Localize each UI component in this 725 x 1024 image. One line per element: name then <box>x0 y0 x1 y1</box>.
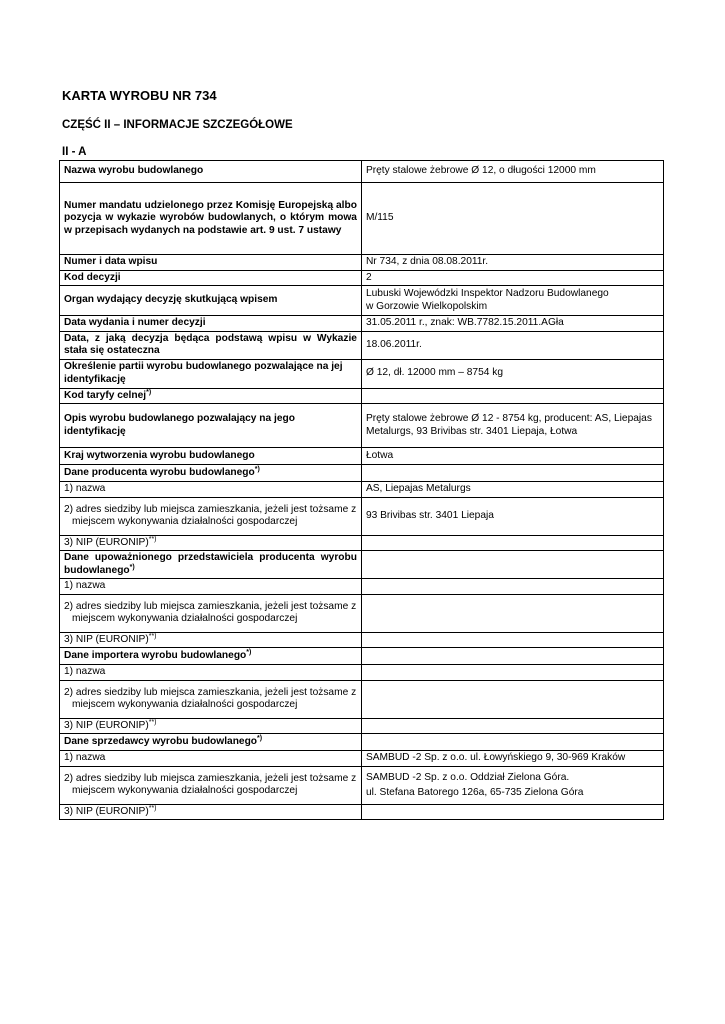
nip-label: 3) NIP (EURONIP) <box>64 536 149 548</box>
row-label: 1) nazwa <box>60 665 362 681</box>
row-label: Kod decyzji <box>60 270 362 286</box>
representative-heading-text: Dane upoważnionego przedstawiciela producenta wyrobu budowlanego <box>64 552 357 576</box>
row-value: 2 <box>361 270 663 286</box>
table-row <box>60 359 664 388</box>
row-label: Organ wydający decyzję skutkującą wpisem <box>60 286 362 316</box>
document-title: KARTA WYROBU NR 734 <box>62 88 217 103</box>
table-row <box>60 161 664 183</box>
table-row <box>60 594 664 632</box>
part-title: CZĘŚĆ II – INFORMACJE SZCZEGÓŁOWE <box>62 119 293 131</box>
footnote-mark: **) <box>148 718 157 726</box>
row-label: Data, z jaką decyzja będąca podstawą wpisu w Wykazie stała się ostateczna <box>60 331 362 359</box>
row-value: AS, Liepajas Metalurgs <box>361 482 663 498</box>
row-label: 2) adres siedziby lub miejsca zamieszkania, jeżeli jest tożsame z miejscem wykonywania działalności gospodarczej <box>60 680 362 718</box>
row-label: Data wydania i numer decyzji <box>60 316 362 332</box>
table-row <box>60 183 664 255</box>
table-row <box>60 579 664 595</box>
table-row <box>60 497 664 535</box>
row-label <box>60 804 362 820</box>
nip-label: 3) NIP (EURONIP) <box>64 719 149 731</box>
footnote-mark: **) <box>148 632 157 640</box>
row-value: SAMBUD -2 Sp. z o.o. ul. Łowyńskiego 9, 30-969 Kraków <box>361 751 663 767</box>
row-label: Numer mandatu udzielonego przez Komisję Europejską albo pozycja w wykazie wyrobów budowlanych, o którym mowa w przepisach wydanych na podstawie art. 9 ust. 7 ustawy <box>60 183 362 255</box>
organ-line-1: Lubuski Wojewódzki Inspektor Nadzoru Budowlanego <box>365 288 609 299</box>
row-value: Pręty stalowe żebrowe Ø 12 - 8754 kg, producent: AS, Liepajas Metalurgs, 93 Brivibas str. 3401 Liepaja, Łotwa <box>361 404 663 448</box>
table-row <box>60 632 664 648</box>
table-row <box>60 270 664 286</box>
table-row <box>60 734 664 751</box>
table-row <box>60 648 664 665</box>
footnote-mark: *) <box>246 648 252 656</box>
table-row <box>60 448 664 465</box>
row-label: 1) nazwa <box>60 482 362 498</box>
row-label: 2) adres siedziby lub miejsca zamieszkania, jeżeli jest tożsame z miejscem wykonywania działalności gospodarczej <box>60 594 362 632</box>
table-row <box>60 482 664 498</box>
footnote-mark: **) <box>148 535 157 543</box>
row-label: Opis wyrobu budowlanego pozwalający na jego identyfikację <box>60 404 362 448</box>
row-value <box>361 388 663 404</box>
row-value: M/115 <box>361 183 663 255</box>
row-label: Określenie partii wyrobu budowlanego pozwalające na jej identyfikację <box>60 359 362 388</box>
row-value: 31.05.2011 r., znak: WB.7782.15.2011.AGła <box>361 316 663 332</box>
row-label: 2) adres siedziby lub miejsca zamieszkania, jeżeli jest tożsame z miejscem wykonywania działalności gospodarczej <box>60 766 362 804</box>
row-label: 1) nazwa <box>60 751 362 767</box>
taryfa-label: Kod taryfy celnej <box>64 389 147 401</box>
table-row <box>60 718 664 734</box>
product-card-table <box>59 160 664 820</box>
importer-heading-text: Dane importera wyrobu budowlanego <box>64 649 247 661</box>
row-value: Ø 12, dł. 12000 mm – 8754 kg <box>361 359 663 388</box>
table-row <box>60 331 664 359</box>
row-label <box>60 535 362 551</box>
table-row <box>60 766 664 804</box>
table-row <box>60 316 664 332</box>
row-value: Pręty stalowe żebrowe Ø 12, o długości 12000 mm <box>361 161 663 183</box>
footnote-mark: *) <box>257 734 263 742</box>
section-label: II - A <box>62 146 87 158</box>
table-row <box>60 465 664 482</box>
table-row <box>60 665 664 681</box>
table-row <box>60 680 664 718</box>
producer-heading-text: Dane producenta wyrobu budowlanego <box>64 466 255 478</box>
footnote-mark: **) <box>148 804 157 812</box>
producer-heading <box>60 465 362 482</box>
seller-address-line-2: ul. Stefana Batorego 126a, 65-735 Zielona Góra <box>365 787 584 798</box>
table-row <box>60 286 664 316</box>
row-label: Nazwa wyrobu budowlanego <box>60 161 362 183</box>
table-row <box>60 535 664 551</box>
row-label <box>60 632 362 648</box>
row-value <box>361 286 663 316</box>
footnote-mark: *) <box>129 563 135 571</box>
organ-line-2: w Gorzowie Wielkopolskim <box>365 300 488 312</box>
table-row <box>60 551 664 579</box>
footnote-mark: *) <box>254 465 260 473</box>
importer-heading <box>60 648 362 665</box>
table-row <box>60 804 664 820</box>
footnote-mark: *) <box>146 388 152 396</box>
row-label <box>60 388 362 404</box>
row-label: Numer i data wpisu <box>60 255 362 271</box>
row-label <box>60 718 362 734</box>
seller-address-line-1: SAMBUD -2 Sp. z o.o. Oddział Zielona Góra. <box>365 772 570 783</box>
seller-heading-text: Dane sprzedawcy wyrobu budowlanego <box>64 735 258 747</box>
nip-label: 3) NIP (EURONIP) <box>64 633 149 645</box>
table-row <box>60 388 664 404</box>
row-label: Kraj wytworzenia wyrobu budowlanego <box>60 448 362 465</box>
row-value: 18.06.2011r. <box>361 331 663 359</box>
representative-heading <box>60 551 362 579</box>
row-value: Łotwa <box>361 448 663 465</box>
row-value: 93 Brivibas str. 3401 Liepaja <box>361 497 663 535</box>
table-row <box>60 404 664 448</box>
table-row <box>60 751 664 767</box>
row-value: Nr 734, z dnia 08.08.2011r. <box>361 255 663 271</box>
row-label: 1) nazwa <box>60 579 362 595</box>
nip-label: 3) NIP (EURONIP) <box>64 805 149 817</box>
row-label: 2) adres siedziby lub miejsca zamieszkania, jeżeli jest tożsame z miejscem wykonywania działalności gospodarczej <box>60 497 362 535</box>
row-value <box>361 766 663 804</box>
seller-heading <box>60 734 362 751</box>
table-row <box>60 255 664 271</box>
